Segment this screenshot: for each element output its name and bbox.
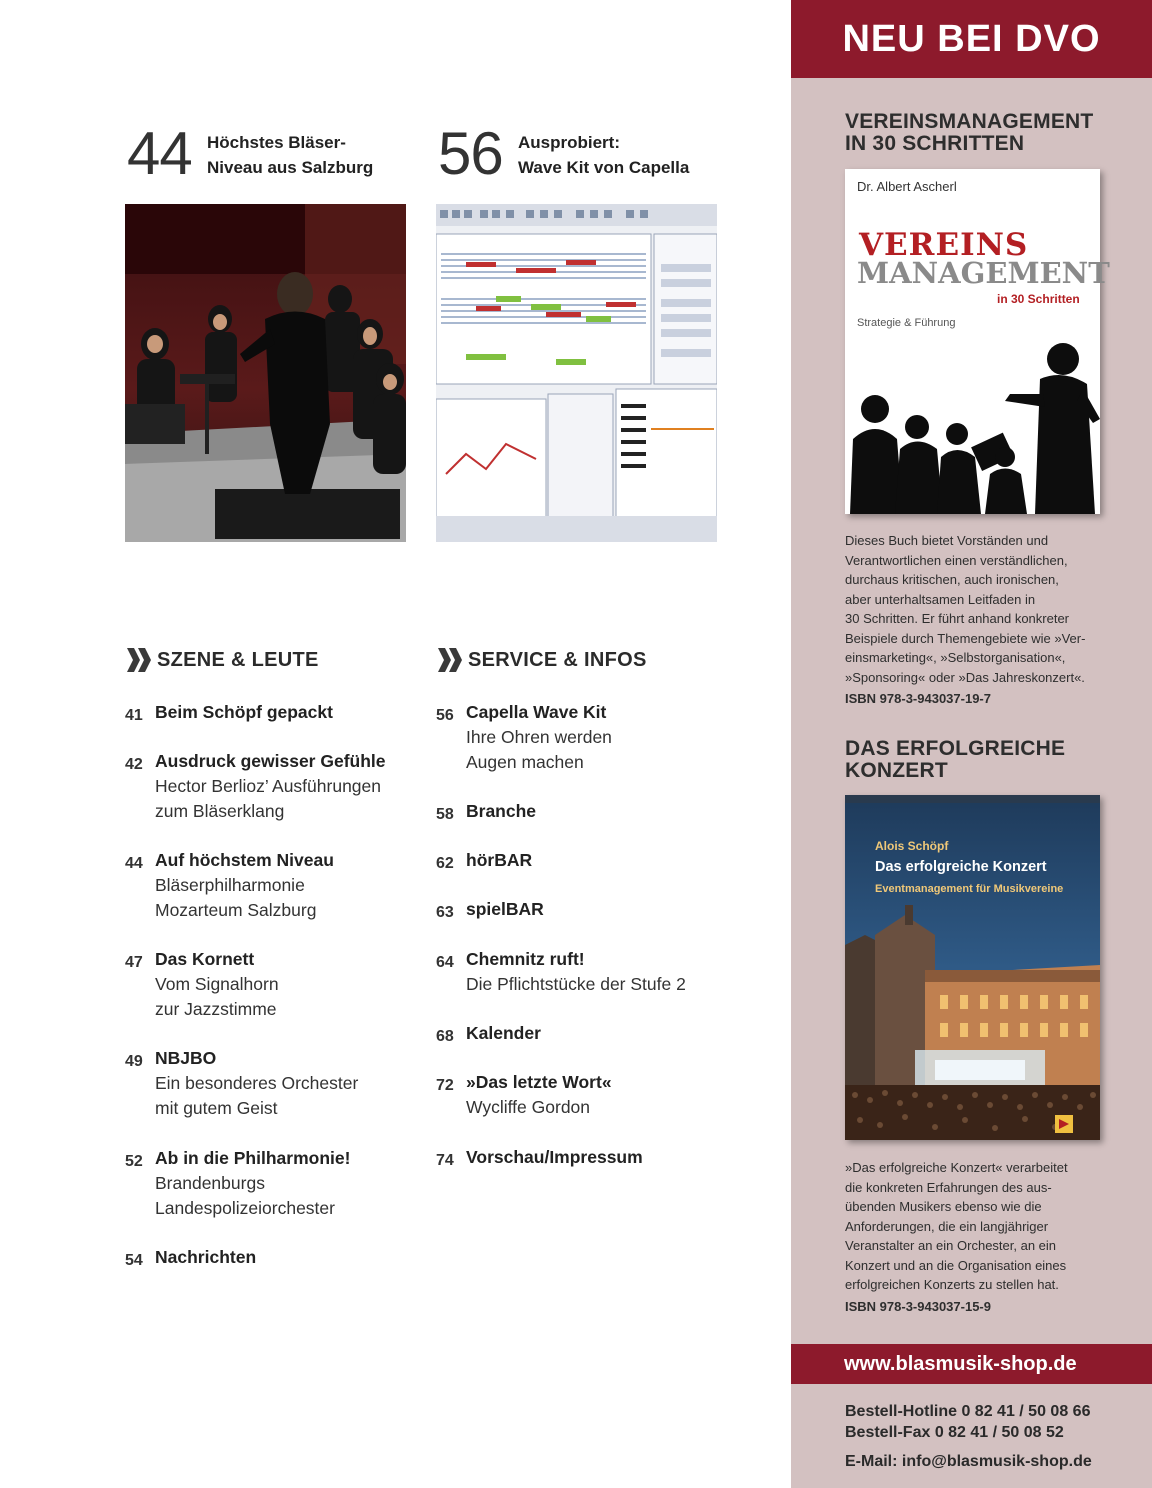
feature-2-title-line2: Wave Kit von Capella xyxy=(518,158,690,177)
toc-title: NBJBO xyxy=(155,1048,217,1068)
book2-cover-author: Alois Schöpf xyxy=(875,839,949,853)
book1-cover[interactable] xyxy=(845,169,1110,514)
toc-entry-72[interactable] xyxy=(436,1070,612,1120)
toc-subtitle: mit gutem Geist xyxy=(155,1098,278,1118)
book2-desc-line: Anforderungen, die ein langjähriger xyxy=(845,1218,1049,1234)
toc-entry-64[interactable] xyxy=(436,947,686,997)
book2-desc-line: »Das erfolgreiche Konzert« verarbeitet xyxy=(845,1160,1068,1175)
toc-entry-63[interactable] xyxy=(436,897,544,922)
toc-title: Chemnitz ruft! xyxy=(466,949,585,969)
software-screenshot xyxy=(436,204,717,542)
feature-1-page-number: 44 xyxy=(127,120,192,187)
toc-title: Auf höchstem Niveau xyxy=(155,850,334,870)
book2-desc-line: die konkreten Erfahrungen des aus- xyxy=(845,1179,1052,1195)
toc-subtitle: Brandenburgs xyxy=(155,1173,265,1193)
feature-1-title-line1: Höchstes Bläser- xyxy=(207,133,346,152)
toc-page-number: 56 xyxy=(436,707,454,724)
toc-page-number: 41 xyxy=(125,707,143,724)
book1-cover-author: Dr. Albert Ascherl xyxy=(857,179,957,194)
section-heading-service-label: SERVICE & INFOS xyxy=(468,648,647,671)
book1-desc-line: Dieses Buch bietet Vorständen und xyxy=(845,533,1049,548)
toc-title: Das Kornett xyxy=(155,949,255,969)
toc-page-number: 64 xyxy=(436,954,454,971)
toc-subtitle: Ihre Ohren werden xyxy=(466,727,612,747)
feature-1-title[interactable] xyxy=(207,130,373,180)
toc-entry-44[interactable] xyxy=(125,848,334,923)
toc-subtitle: Die Pflichtstücke der Stufe 2 xyxy=(466,974,686,994)
contact-hotline: Bestell-Hotline 0 82 41 / 50 08 66 xyxy=(845,1403,1091,1420)
book2-heading-line2: KONZERT xyxy=(845,759,948,782)
toc-title: Capella Wave Kit xyxy=(466,702,607,722)
double-chevron-icon xyxy=(125,646,153,674)
toc-title: Ab in die Philharmonie! xyxy=(155,1148,351,1168)
toc-subtitle: Bläserphilharmonie xyxy=(155,875,305,895)
toc-subtitle: Landespolizeiorchester xyxy=(155,1198,335,1218)
toc-title: Beim Schöpf gepackt xyxy=(155,702,333,722)
book2-desc-line: Konzert und an die Organisation eines xyxy=(845,1257,1067,1273)
book1-cover-subtitle: in 30 Schritten xyxy=(997,292,1080,306)
contact-fax: Bestell-Fax 0 82 41 / 50 08 52 xyxy=(845,1424,1064,1441)
toc-title: hörBAR xyxy=(466,850,533,870)
contact-block xyxy=(845,1401,1092,1472)
book2-desc-line: Veranstalter an ein Orchester, an ein xyxy=(845,1238,1057,1253)
toc-page-number: 58 xyxy=(436,806,454,823)
book1-desc-line: aber unterhaltsamen Leitfaden in xyxy=(845,591,1036,607)
feature-2-title[interactable] xyxy=(518,130,689,180)
book2-cover-title: Das erfolgreiche Konzert xyxy=(875,859,1047,875)
toc-entry-62[interactable] xyxy=(436,848,532,873)
toc-title: Branche xyxy=(466,801,537,821)
book2-isbn: ISBN 978-3-943037-15-9 xyxy=(845,1298,991,1314)
toc-page-number: 68 xyxy=(436,1028,454,1045)
book1-description xyxy=(845,531,1115,709)
toc-entry-68[interactable] xyxy=(436,1021,541,1046)
book2-description xyxy=(845,1158,1115,1316)
toc-subtitle: Ein besonderes Orchester xyxy=(155,1073,359,1093)
section-heading-service xyxy=(436,646,647,674)
toc-entry-47[interactable] xyxy=(125,947,279,1022)
book1-heading xyxy=(845,111,1093,155)
software-screenshot-drawing xyxy=(436,204,717,542)
toc-title: Kalender xyxy=(466,1023,541,1043)
book1-desc-line: »Sponsoring« oder »Das Jahreskonzert«. xyxy=(845,669,1085,685)
feature-2-page-number: 56 xyxy=(438,120,503,187)
book2-desc-line: übenden Musikers ebenso wie die xyxy=(845,1199,1042,1214)
section-heading-szene xyxy=(125,646,319,674)
book2-heading-line1: DAS ERFOLGREICHE xyxy=(845,737,1066,760)
shop-url-link[interactable]: www.blasmusik-shop.de xyxy=(791,1344,1152,1384)
toc-entry-74[interactable] xyxy=(436,1145,643,1170)
toc-subtitle: zur Jazzstimme xyxy=(155,999,277,1019)
toc-title: Vorschau/Impressum xyxy=(466,1147,643,1167)
section-heading-szene-label: SZENE & LEUTE xyxy=(157,648,319,671)
toc-entry-41[interactable] xyxy=(125,700,333,725)
book2-desc-line: erfolgreichen Konzerts zu stellen hat. xyxy=(845,1277,1059,1292)
toc-page-number: 44 xyxy=(125,855,143,872)
book1-desc-line: Beispiele durch Themengebiete wie »Ver- xyxy=(845,630,1086,646)
toc-page-number: 49 xyxy=(125,1053,143,1070)
feature-2-title-line1: Ausprobiert: xyxy=(518,133,620,152)
toc-page-number: 52 xyxy=(125,1153,143,1170)
book2-cover-subtitle: Eventmanagement für Musikvereine xyxy=(875,883,1064,895)
toc-entry-49[interactable] xyxy=(125,1046,358,1121)
toc-page-number: 63 xyxy=(436,904,454,921)
book2-cover[interactable] xyxy=(845,795,1100,1140)
book1-desc-line: einsmarketing«, »Selbstorganisation«, xyxy=(845,650,1066,665)
book1-cover-silhouette xyxy=(845,339,1100,514)
toc-entry-58[interactable] xyxy=(436,799,536,824)
book1-desc-line: 30 Schritten. Er führt anhand konkreter xyxy=(845,611,1070,626)
toc-subtitle: Vom Signalhorn xyxy=(155,974,279,994)
book1-desc-line: durchaus kritischen, auch ironischen, xyxy=(845,572,1059,587)
orchestra-photo-drawing xyxy=(125,204,406,542)
toc-subtitle: zum Bläserklang xyxy=(155,801,285,821)
book1-isbn: ISBN 978-3-943037-19-7 xyxy=(845,691,991,706)
toc-title: Ausdruck gewisser Gefühle xyxy=(155,751,386,771)
toc-page-number: 74 xyxy=(436,1152,454,1169)
book1-cover-title2: MANAGEMENT xyxy=(857,256,1110,290)
toc-page-number: 62 xyxy=(436,855,454,872)
toc-subtitle: Hector Berlioz’ Ausführungen xyxy=(155,776,382,796)
book1-cover-tagline: Strategie & Führung xyxy=(857,317,956,329)
orchestra-photo xyxy=(125,204,406,542)
sidebar-banner: NEU BEI DVO xyxy=(791,0,1152,78)
toc-title: Nachrichten xyxy=(155,1247,257,1267)
toc-entry-42[interactable] xyxy=(125,749,386,824)
toc-entry-54[interactable] xyxy=(125,1245,256,1270)
book1-heading-line1: VEREINSMANAGEMENT xyxy=(845,110,1094,133)
toc-subtitle: Wycliffe Gordon xyxy=(466,1097,591,1117)
toc-subtitle: Augen machen xyxy=(466,752,584,772)
book1-cover-title1: VEREINS xyxy=(859,227,1029,263)
double-chevron-icon xyxy=(436,646,464,674)
toc-title: »Das letzte Wort« xyxy=(466,1072,612,1092)
toc-subtitle: Mozarteum Salzburg xyxy=(155,900,317,920)
toc-page-number: 72 xyxy=(436,1077,454,1094)
toc-page-number: 42 xyxy=(125,756,143,773)
feature-1-title-line2: Niveau aus Salzburg xyxy=(207,158,374,177)
book1-desc-line: Verantwortlichen einen verständlichen, xyxy=(845,552,1068,568)
toc-entry-56[interactable] xyxy=(436,700,612,775)
toc-entry-52[interactable] xyxy=(125,1146,350,1221)
toc-page-number: 54 xyxy=(125,1252,143,1269)
toc-title: spielBAR xyxy=(466,899,544,919)
book1-heading-line2: IN 30 SCHRITTEN xyxy=(845,132,1025,155)
toc-page-number: 47 xyxy=(125,954,143,971)
book2-heading xyxy=(845,738,1065,782)
contact-email[interactable]: E-Mail: info@blasmusik-shop.de xyxy=(845,1453,1092,1470)
